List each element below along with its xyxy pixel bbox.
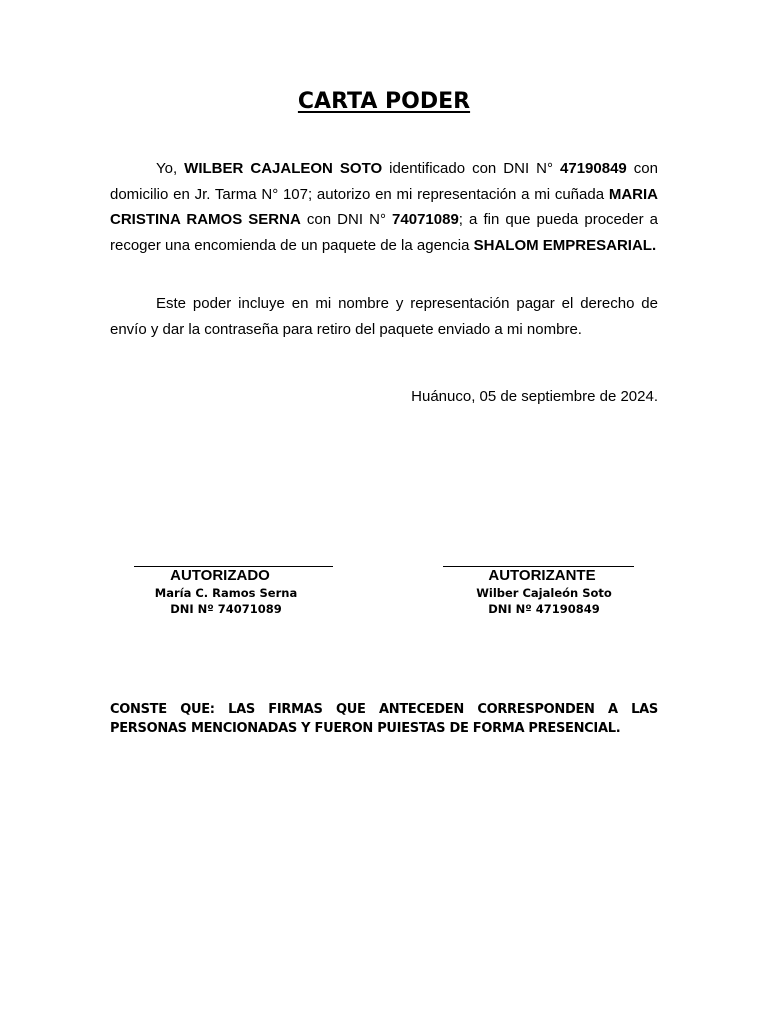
signature-name-authorizer: Wilber Cajaleón Soto (476, 586, 612, 600)
grantee-name: MARIA CRISTINA RAMOS SERNA (110, 185, 658, 228)
document-date: Huánuco, 05 de septiembre de 2024. (411, 388, 658, 405)
document-title: CARTA PODER (297, 89, 471, 114)
p1-text-4: con DNI N° (300, 211, 393, 228)
paragraph-authorization (110, 156, 658, 258)
p2-text: Este poder incluye en mi nombre y representación pagar el derecho de envío y dar la contraseña para retiro del paquete enviado a mi nombre. (110, 295, 658, 338)
p1-text-2: identificado con DNI N° (382, 160, 561, 177)
signature-dni-authorizer: DNI Nº 47190849 (488, 602, 600, 616)
signature-dni-authorized: DNI Nº 74071089 (170, 602, 282, 616)
agency-name: SHALOM EMPRESARIAL. (473, 236, 657, 254)
p1-text-3: con domicilio en Jr. Tarma N° 107; autorizo en mi representación a mi cuñada (110, 160, 658, 203)
grantor-dni: 47190849 (560, 160, 627, 177)
signature-role-authorizer: AUTORIZANTE (488, 567, 596, 584)
paragraph-scope (110, 291, 658, 342)
grantee-dni: 74071089 (392, 211, 459, 228)
conste-statement: CONSTE QUE: LAS FIRMAS QUE ANTECEDEN CORRESPONDEN A LAS PERSONAS MENCIONADAS Y FUERON PUIESTAS DE FORMA PRESENCIAL. (110, 702, 658, 736)
signature-role-authorized: AUTORIZADO (170, 567, 270, 584)
p1-text-5: ; a fin que pueda proceder a recoger una encomienda de un paquete de la agencia (110, 211, 658, 254)
p1-text-1: Yo, (156, 160, 185, 177)
grantor-name: WILBER CAJALEON SOTO (184, 160, 383, 177)
signature-name-authorized: María C. Ramos Serna (154, 586, 298, 600)
